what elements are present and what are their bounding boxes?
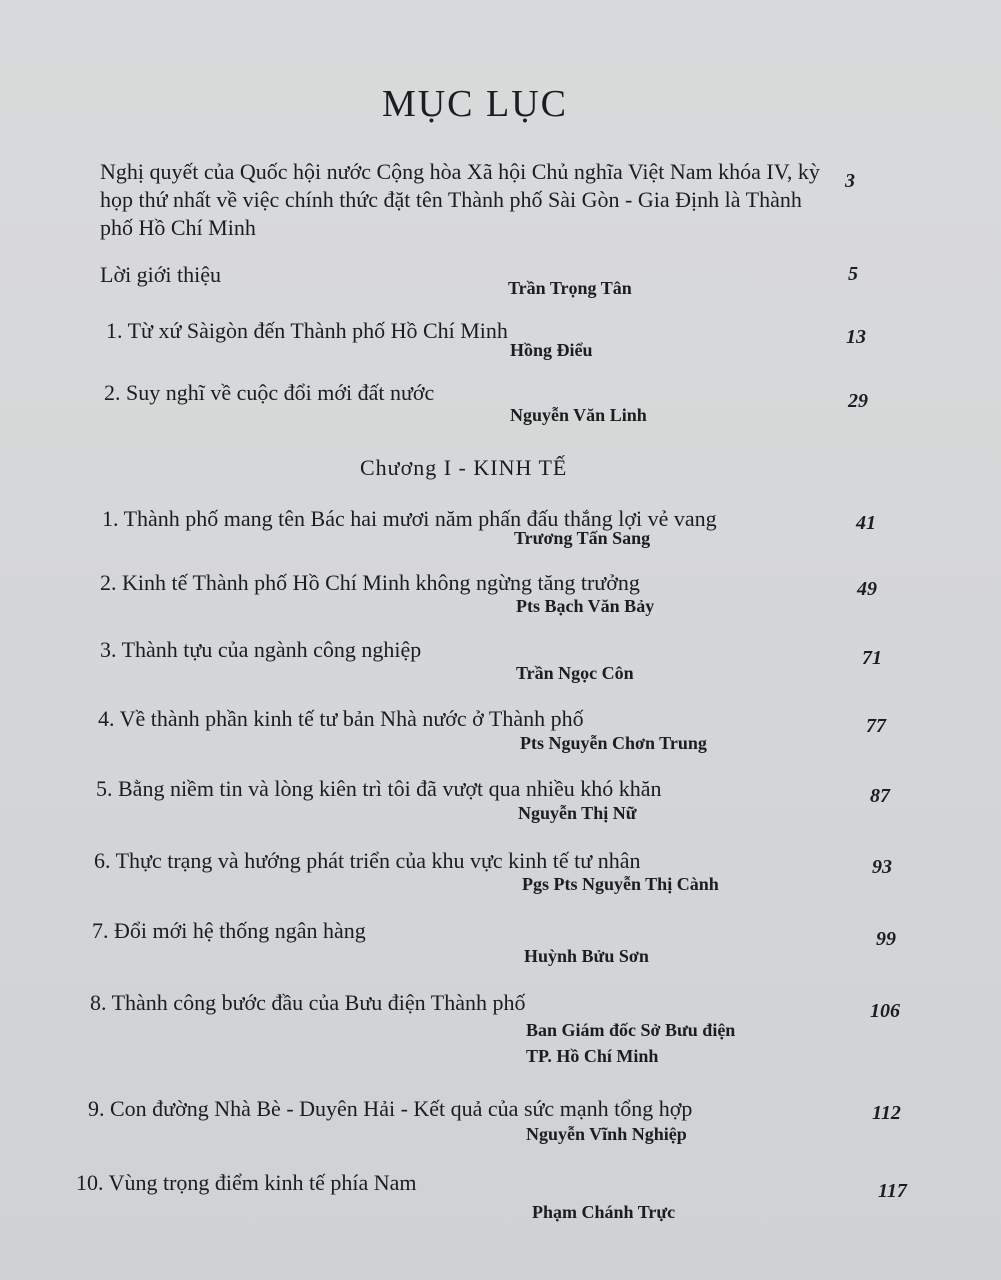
- toc-entry-page: 29: [848, 390, 868, 412]
- toc-entry-author: Nguyễn Vĩnh Nghiệp: [526, 1124, 687, 1144]
- toc-entry-page: 41: [856, 512, 876, 534]
- toc-entry-page: 49: [857, 578, 877, 600]
- toc-entry-author: TP. Hồ Chí Minh: [526, 1046, 659, 1066]
- toc-entry-title: 2. Suy nghĩ về cuộc đổi mới đất nước: [104, 380, 435, 405]
- toc-entry-title: 1. Từ xứ Sàigòn đến Thành phố Hồ Chí Minh: [106, 318, 508, 343]
- toc-entry-title: 5. Bằng niềm tin và lòng kiên trì tôi đã vượt qua nhiều khó khăn: [96, 776, 662, 801]
- toc-entry-title: 4. Về thành phần kinh tế tư bản Nhà nước ở Thành phố: [98, 706, 584, 731]
- chapter-heading: Chương I - KINH TẾ: [360, 455, 568, 480]
- toc-entry-title: 2. Kinh tế Thành phố Hồ Chí Minh không ngừng tăng trưởng: [100, 570, 640, 595]
- toc-entry-page: 13: [846, 326, 866, 348]
- toc-entry-page: 87: [870, 785, 890, 807]
- toc-entry-author: Trương Tấn Sang: [514, 528, 651, 548]
- toc-entry-title: 1. Thành phố mang tên Bác hai mươi năm phấn đấu thắng lợi vẻ vang: [102, 506, 717, 531]
- toc-entry-author: Huỳnh Bửu Sơn: [524, 946, 649, 966]
- toc-entry-author: Pgs Pts Nguyễn Thị Cành: [522, 874, 719, 894]
- toc-entry-author: Hồng Điểu: [510, 340, 593, 360]
- toc-entry-author: Pts Bạch Văn Bảy: [516, 596, 655, 616]
- toc-entry-title: 3. Thành tựu của ngành công nghiệp: [100, 637, 422, 662]
- toc-entry-page: 5: [848, 263, 858, 285]
- toc-entry-title: 7. Đổi mới hệ thống ngân hàng: [92, 918, 366, 943]
- toc-entry-title: 9. Con đường Nhà Bè - Duyên Hải - Kết quả của sức mạnh tổng hợp: [88, 1096, 693, 1121]
- toc-entry-author: Nguyễn Thị Nữ: [518, 803, 637, 823]
- toc-entry-author: Trần Trọng Tân: [508, 278, 632, 298]
- toc-entry-title: 8. Thành công bước đầu của Bưu điện Thành phố: [90, 990, 526, 1015]
- toc-entry-author: Phạm Chánh Trực: [532, 1202, 676, 1222]
- toc-entry-author: Ban Giám đốc Sở Bưu điện: [526, 1020, 736, 1040]
- toc-entry-author: Nguyễn Văn Linh: [510, 405, 647, 425]
- toc-entry-author: Trần Ngọc Côn: [516, 663, 634, 683]
- toc-entry-page: 77: [866, 715, 886, 737]
- toc-entry-page: 93: [872, 856, 892, 878]
- toc-entry-page: 99: [876, 928, 896, 950]
- toc-entry-title: Nghị quyết của Quốc hội nước Cộng hòa Xã hội Chủ nghĩa Việt Nam khóa IV, kỳ họp thứ nhất về việc chính thức đặt tên Thành phố Sài Gòn - Gia Định là Thành phố Hồ Chí Minh: [100, 159, 820, 240]
- toc-entry-page: 112: [872, 1102, 901, 1124]
- toc-entry-page: 71: [862, 647, 882, 669]
- page-title: MỤC LỤC: [381, 83, 569, 125]
- toc-entry-page: 106: [870, 1000, 900, 1022]
- toc-entry-author: Pts Nguyễn Chơn Trung: [520, 733, 707, 753]
- toc-entry-title: 10. Vùng trọng điểm kinh tế phía Nam: [76, 1170, 417, 1195]
- toc-entry-title: Lời giới thiệu: [100, 262, 222, 287]
- toc-entry-title: 6. Thực trạng và hướng phát triển của khu vực kinh tế tư nhân: [94, 848, 641, 873]
- toc-entry-page: 117: [878, 1180, 907, 1202]
- toc-entry-page: 3: [845, 170, 855, 192]
